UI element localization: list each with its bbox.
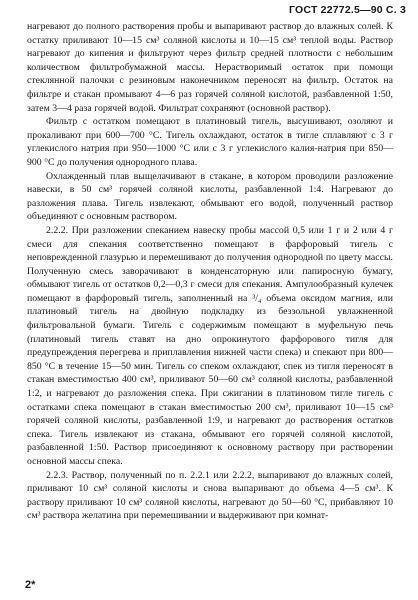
paragraph-filter-residue: Фильтр с остатком помещают в платиновый тигель, высушивают, озоляют и прокаливают при 600—700 °С. Тигель охлаждают, остаток в тигле сплавляют с 3 г углекислого натрия при 950—1000 °С или с 3 г углекислого калия-натрия при 850—900 °С до получения однородного плава.	[27, 116, 393, 168]
paragraph-melt-leaching: Охлажденный плав выщелачивают в стакане, в котором проводили разложение навески, в 50 см³ горячей соляной кислоты, разбавленной 1:4. Нагревают до разложения плава. Тигель извлекают, обмывают его водой, полученный раствор объединяют с основным раствором.	[27, 170, 393, 223]
page-header: ГОСТ 22772.5—90 С. 3	[289, 4, 406, 16]
paragraph-2-2-2: 2.2.2. При разложении спеканием навеску пробы массой 0,5 или 1 г и 2 или 4 г смеси для спекания соответственно помещают в фарфоровый тигель с неповрежденной глазурью и перемешивают до получения однородной по цвету массы. Полученную смесь заворачивают в конденсаторную или папиросную бумагу, обмывают тигель от остатков 0,2—0,3 г смеси для спекания. Ампулообразный кулечек помещают в фарфоровый тигель, заполненный на ³/₄ объема оксидом магния, или платиновый тигель на двойную подкладку из беззольной увлажненной фильтровальной бумаги. Тигель с содержимым помещают в муфельную печь (платиновый тигель ставят на дно опрокинутого фарфорового тигля для предупреждения перегрева и приплавления нижней части спека) и спекают при 800—850 °С в течение 15—50 мин. Тигель со спеком охлаждают, спек из тигля переносят в стакан вместимостью 400 см³, приливают 50—60 см³ соляной кислоты, разбавленной 1:2, и нагревают до разложения спека. При сжигании в платиновом тигле тигель с остатками спека помещают в стакан вместимостью 200 см³, приливают 10—15 см³ горячей соляной кислоты, разбавленной 1:9, и нагревают до растворения остатков спека. Тигель извлекают из стакана, обмывают его горячей соляной кислотой, разбавленной 1:50. Раствор присоединяют к основному раствору при растворении основной массы спека.	[27, 224, 393, 467]
document-body	[27, 20, 393, 523]
paragraph-continuation: нагревают до полного растворения пробы и выпаривают раствор до влажных солей. К остатку приливают 10—15 см³ соляной кислоты и 10—15 см³ теплой воды. Раствор нагревают до кипения и фильтруют через фильтр средней плотности с небольшим количеством фильтробумажной массы. Нерастворимый остаток при помощи стеклянной палочки с резиновым наконечником переносят на фильтр. Остаток на фильтре и стакан промывают 4—6 раз горячей соляной кислотой, разбавленной 1:50, затем 3—4 раза горячей водой. Фильтрат сохраняют (основной раствор).	[27, 21, 393, 114]
paragraph-2-2-3: 2.2.3. Раствор, полученный по п. 2.2.1 или 2.2.2, выпаривают до влажных солей, приливают 10 см³ соляной кислоты и снова выпаривают до объема 4—5 см³. К раствору приливают 10 см³ соляной кислоты, нагревают до 50—60 °С, прибавляют 10 см³ раствора желатина при перемешивании и выдерживают при комнат-	[27, 469, 393, 522]
page-signature-mark: 2*	[25, 579, 36, 591]
